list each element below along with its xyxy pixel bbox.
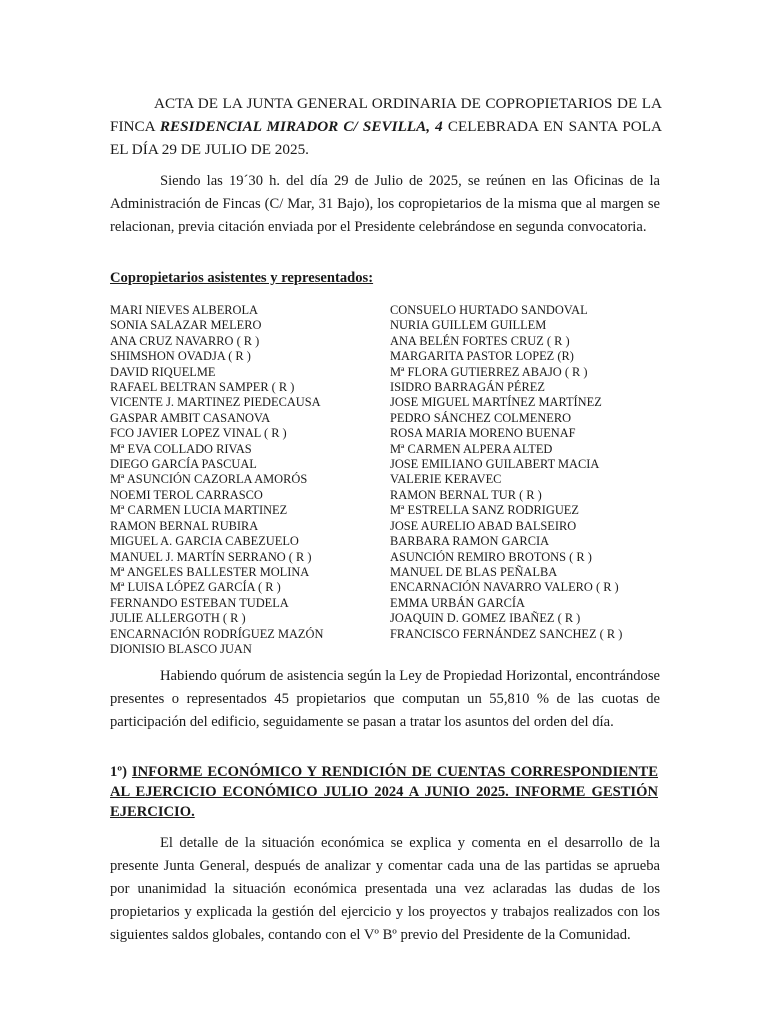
document-title (110, 92, 662, 161)
attendee-name: RAMON BERNAL RUBIRA (110, 518, 259, 533)
attendee-name: PEDRO SÁNCHEZ COLMENERO (390, 410, 572, 425)
attendee-name: MANUEL DE BLAS PEÑALBA (390, 564, 558, 579)
attendee-name: DAVID RIQUELME (110, 364, 216, 379)
agenda-item-number: 1º) (110, 764, 127, 780)
attendee-name: CONSUELO HURTADO SANDOVAL (390, 303, 588, 317)
attendee-name: NOEMI TEROL CARRASCO (110, 487, 263, 502)
attendees-list-left (110, 303, 323, 657)
attendee-name: MARI NIEVES ALBEROLA (110, 303, 258, 317)
attendees-heading: Copropietarios asistentes y representados: (110, 270, 374, 286)
attendee-name: Mª ESTRELLA SANZ RODRIGUEZ (390, 503, 579, 518)
title-emphasis: RESIDENCIAL MIRADOR C/ SEVILLA, 4 (159, 118, 443, 135)
attendee-name: RAMON BERNAL TUR ( R ) (390, 487, 542, 502)
attendee-name: ENCARNACIÓN RODRÍGUEZ MAZÓN (110, 626, 324, 641)
attendee-name: VALERIE KERAVEC (390, 472, 502, 487)
economic-detail-paragraph: El detalle de la situación económica se explica y comenta en el desarrollo de la presente Junta General, después de analizar y comentar cada una de las partidas se aprueba por unanimidad la situación económica presentada una vez aclaradas las dudas de los propietarios y explicada la gestión del ejercicio y los proyectos y trabajos realizados con los siguientes saldos globales, contando con el Vº Bº previo del Presidente de la Comunidad. (110, 835, 660, 943)
attendee-name: ANA BELÉN FORTES CRUZ ( R ) (390, 333, 570, 348)
attendee-name: RAFAEL BELTRAN SAMPER ( R ) (110, 380, 295, 395)
attendee-name: Mª ASUNCIÓN CAZORLA AMORÓS (110, 472, 308, 487)
attendee-name: MIGUEL A. GARCIA CABEZUELO (110, 534, 299, 549)
attendees-list-right (390, 303, 622, 642)
attendee-name: ENCARNACIÓN NAVARRO VALERO ( R ) (390, 580, 619, 595)
attendee-name: JOSE AURELIO ABAD BALSEIRO (390, 518, 577, 533)
attendee-name: ROSA MARIA MORENO BUENAF (390, 426, 576, 441)
quorum-paragraph: Habiendo quórum de asistencia según la Ley de Propiedad Horizontal, encontrándose presentes o representados 45 propietarios que computan un 55,810 % de las cuotas de participación del edificio, seguidamente se pasan a tratar los asuntos del orden del día. (110, 668, 660, 730)
attendee-name: Mª CARMEN ALPERA ALTED (390, 441, 553, 456)
attendee-name: Mª EVA COLLADO RIVAS (110, 441, 252, 456)
attendee-name: MARGARITA PASTOR LOPEZ (R) (390, 349, 574, 364)
attendee-name: EMMA URBÁN GARCÍA (390, 595, 525, 610)
attendee-name: SHIMSHON OVADJA ( R ) (110, 349, 251, 364)
attendee-name: ASUNCIÓN REMIRO BROTONS ( R ) (390, 549, 592, 564)
attendee-name: Mª FLORA GUTIERREZ ABAJO ( R ) (390, 364, 588, 379)
attendee-name: GASPAR AMBIT CASANOVA (110, 410, 271, 425)
title-part-1: ACTA DE LA JUNTA GENERAL ORDINARIA DE COPROPIETARIOS DE LA FINCA (110, 95, 662, 135)
attendee-name: FERNANDO ESTEBAN TUDELA (110, 595, 289, 610)
agenda-item-1-heading (110, 762, 658, 822)
attendee-name: JULIE ALLERGOTH ( R ) (110, 611, 246, 626)
attendee-name: NURIA GUILLEM GUILLEM (390, 318, 547, 333)
agenda-item-title: INFORME ECONÓMICO Y RENDICIÓN DE CUENTAS CORRESPONDIENTE AL EJERCICIO ECONÓMICO JULIO 2024 A JUNIO 2025. INFORME GESTIÓN EJERCICIO. (110, 764, 658, 820)
attendee-name: ISIDRO BARRAGÁN PÉREZ (390, 380, 545, 395)
attendee-name: Mª LUISA LÓPEZ GARCÍA ( R ) (110, 580, 281, 595)
attendee-name: SONIA SALAZAR MELERO (110, 318, 262, 333)
attendee-name: MANUEL J. MARTÍN SERRANO ( R ) (110, 549, 312, 564)
attendee-name: JOAQUIN D. GOMEZ IBAÑEZ ( R ) (390, 611, 581, 626)
attendee-name: ANA CRUZ NAVARRO ( R ) (110, 333, 260, 348)
attendee-name: FRANCISCO FERNÁNDEZ SANCHEZ ( R ) (390, 626, 623, 641)
attendee-name: FCO JAVIER LOPEZ VINAL ( R ) (110, 426, 287, 441)
attendee-name: Mª CARMEN LUCIA MARTINEZ (110, 503, 288, 518)
attendee-name: BARBARA RAMON GARCIA (390, 534, 550, 549)
attendee-name: Mª ANGELES BALLESTER MOLINA (110, 564, 310, 579)
intro-paragraph: Siendo las 19´30 h. del día 29 de Julio de 2025, se reúnen en las Oficinas de la Administración de Fincas (C/ Mar, 31 Bajo), los copropietarios de la misma que al margen se relacionan, previa citación enviada por el Presidente celebrándose en segunda convocatoria. (110, 173, 660, 235)
attendee-name: VICENTE J. MARTINEZ PIEDECAUSA (110, 395, 321, 410)
attendee-name: JOSE MIGUEL MARTÍNEZ MARTÍNEZ (390, 395, 602, 410)
attendee-name: DIONISIO BLASCO JUAN (110, 641, 252, 656)
title-part-2: CELEBRADA EN SANTA POLA EL DÍA 29 DE JULIO DE 2025. (110, 118, 662, 158)
attendee-name: DIEGO GARCÍA PASCUAL (110, 457, 257, 472)
attendee-name: JOSE EMILIANO GUILABERT MACIA (390, 457, 600, 472)
